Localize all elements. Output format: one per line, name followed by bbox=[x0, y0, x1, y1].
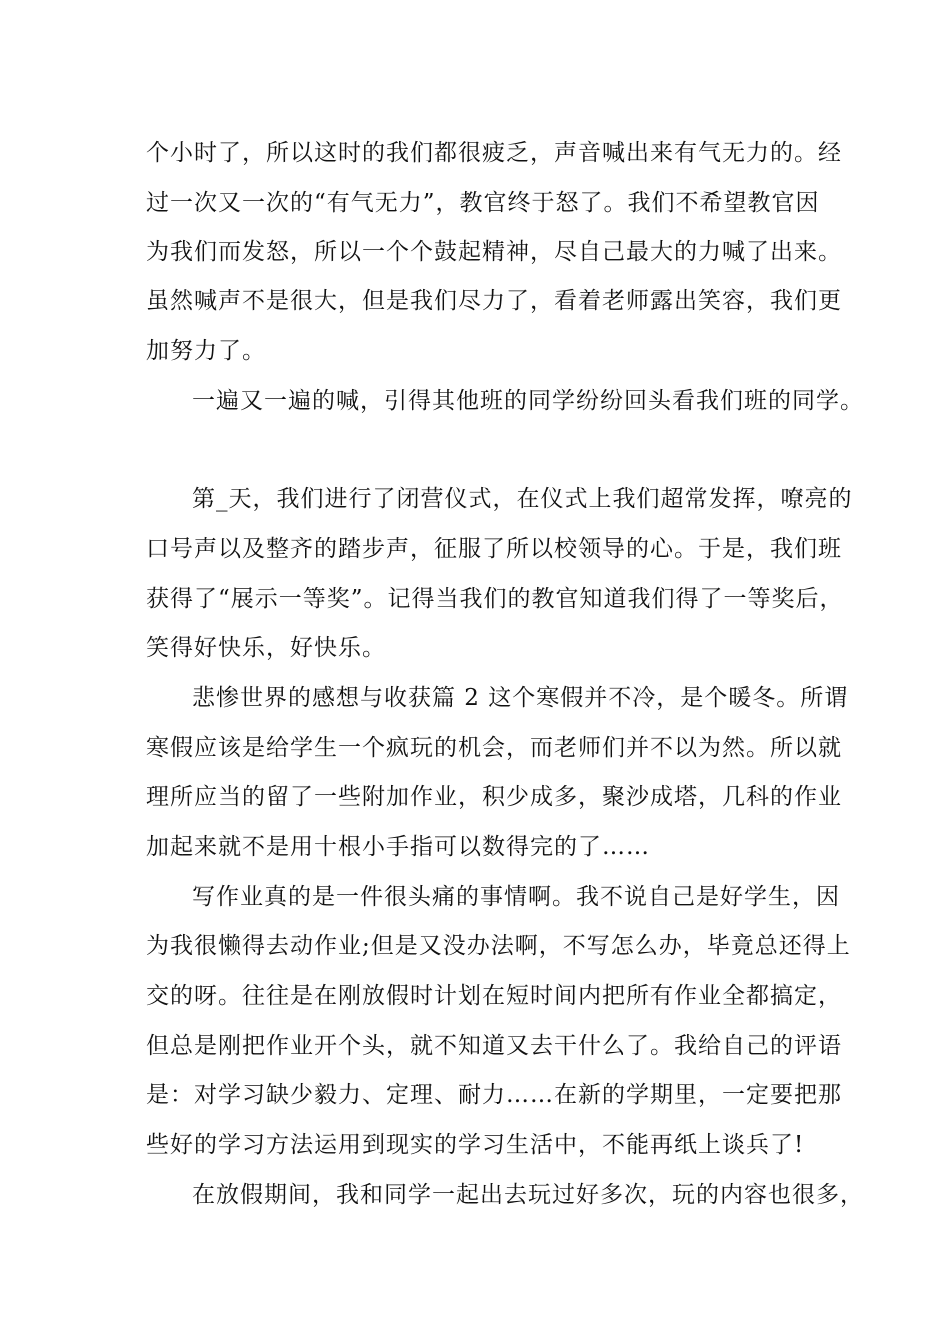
text-line: 寒假应该是给学生一个疯玩的机会，而老师们并不以为然。所以就 bbox=[146, 735, 842, 761]
text-line: 是：对学习缺少毅力、定理、耐力……在新的学期里，一定要把那 bbox=[146, 1082, 842, 1108]
text-line: 口号声以及整齐的踏步声，征服了所以校领导的心。于是，我们班 bbox=[146, 536, 842, 562]
text-line: 过一次又一次的“有气无力”，教官终于怒了。我们不希望教官因 bbox=[146, 190, 820, 216]
text-line: 悲惨世界的感想与收获篇 2 这个寒假并不冷，是个暖冬。所谓 bbox=[192, 685, 849, 711]
text-line: 虽然喊声不是很大，但是我们尽力了，看着老师露出笑容，我们更 bbox=[146, 288, 842, 314]
text-line: 笑得好快乐，好快乐。 bbox=[146, 635, 386, 661]
text-line: 在放假期间，我和同学一起出去玩过好多次，玩的内容也很多， bbox=[192, 1182, 864, 1208]
text-line: 获得了“展示一等奖”。记得当我们的教官知道我们得了一等奖后， bbox=[146, 586, 844, 612]
text-line: 为我们而发怒，所以一个个鼓起精神，尽自己最大的力喊了出来。 bbox=[146, 239, 842, 265]
text-line: 理所应当的留了一些附加作业，积少成多，聚沙成塔，几科的作业 bbox=[146, 784, 842, 810]
text-line: 第_天，我们进行了闭营仪式，在仪式上我们超常发挥，嘹亮的 bbox=[192, 486, 853, 512]
text-line: 个小时了，所以这时的我们都很疲乏，声音喊出来有气无力的。经 bbox=[146, 140, 842, 166]
text-line: 为我很懒得去动作业;但是又没办法啊，不写怎么办，毕竟总还得上 bbox=[146, 933, 851, 959]
text-line: 加起来就不是用十根小手指可以数得完的了…… bbox=[146, 834, 650, 860]
text-line: 但总是刚把作业开个头，就不知道又去干什么了。我给自己的评语 bbox=[146, 1033, 842, 1059]
text-line: 写作业真的是一件很头痛的事情啊。我不说自己是好学生，因 bbox=[192, 884, 840, 910]
text-line: 交的呀。往往是在刚放假时计划在短时间内把所有作业全都搞定， bbox=[146, 983, 842, 1009]
text-line: 加努力了。 bbox=[146, 338, 266, 364]
text-line: 些好的学习方法运用到现实的学习生活中，不能再纸上谈兵了! bbox=[146, 1132, 805, 1158]
text-line: 一遍又一遍的喊，引得其他班的同学纷纷回头看我们班的同学。 bbox=[192, 388, 864, 414]
